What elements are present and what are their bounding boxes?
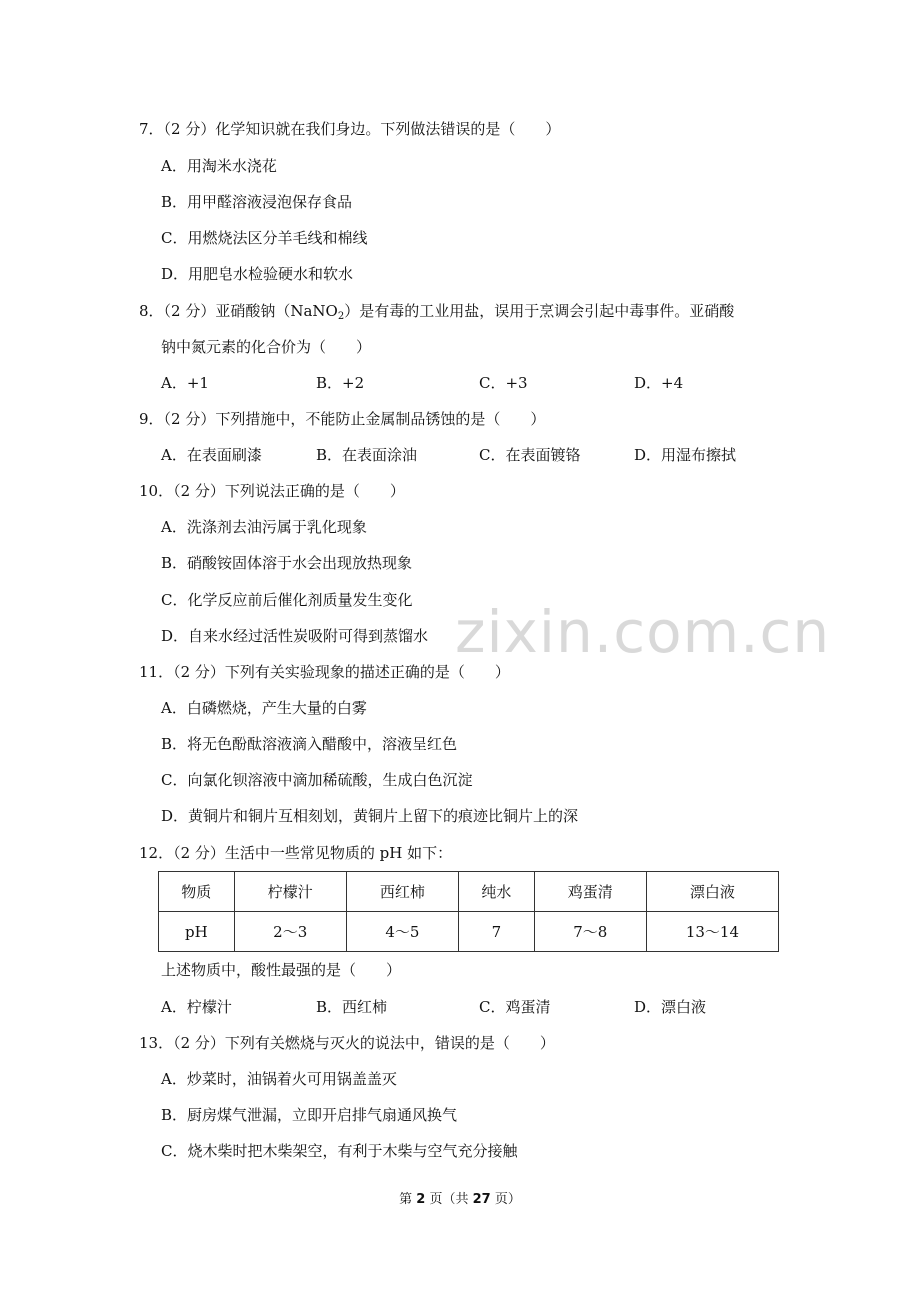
ph-table-header-row [159,872,779,912]
question-8-stem-part-1: 8．（2 分）亚硝酸钠（NaNO [139,302,338,320]
ph-table-cell: 7～8 [534,912,646,952]
watermark: zixin.com.cn [455,598,831,666]
page-footer [0,1188,920,1207]
question-12-stem-after: 上述物质中，酸性最强的是（ ） [161,961,402,979]
question-13-stem: 13．（2 分）下列有关燃烧与灭火的说法中，错误的是（ ） [139,1034,555,1052]
footer-page-number: 2 [416,1192,426,1207]
question-8-option-c: C．+3 [479,374,528,392]
ph-table-cell: 7 [459,912,535,952]
question-10-option-c: C．化学反应前后催化剂质量发生变化 [161,591,413,609]
question-13-option-c: C．烧木柴时把木柴架空，有利于木柴与空气充分接触 [161,1142,518,1160]
footer-prefix: 第 [399,1192,417,1207]
question-8-stem-part-2: ）是有毒的工业用盐，误用于烹调会引起中毒事件。亚硝酸 [344,302,735,320]
question-11-option-d: D．黄铜片和铜片互相刻划，黄铜片上留下的痕迹比铜片上的深 [161,807,579,825]
question-7-option-a: A．用淘米水浇花 [161,157,277,175]
question-7-option-d: D．用肥皂水检验硬水和软水 [161,265,354,283]
question-12-option-a: A．柠檬汁 [161,998,232,1016]
ph-table-cell: pH [159,912,235,952]
question-9-option-c: C．在表面镀铬 [479,446,581,464]
question-10-option-a: A．洗涤剂去油污属于乳化现象 [161,518,367,536]
ph-table [158,871,779,952]
ph-table-value-row [159,912,779,952]
ph-table-header-cell: 纯水 [459,872,535,912]
question-11-option-c: C．向氯化钡溶液中滴加稀硫酸，生成白色沉淀 [161,771,473,789]
ph-table-header-cell: 漂白液 [646,872,778,912]
ph-table-cell: 4～5 [346,912,458,952]
question-11-option-b: B．将无色酚酞溶液滴入醋酸中，溶液呈红色 [161,735,458,753]
question-10-option-d: D．自来水经过活性炭吸附可得到蒸馏水 [161,627,429,645]
question-8-subscript: 2 [337,311,345,322]
question-13-option-b: B．厨房煤气泄漏，立即开启排气扇通风换气 [161,1106,458,1124]
question-7-option-c: C．用燃烧法区分羊毛线和棉线 [161,229,368,247]
ph-table-header-cell: 鸡蛋清 [534,872,646,912]
question-8-option-d: D．+4 [634,374,684,392]
question-10-option-b: B．硝酸铵固体溶于水会出现放热现象 [161,554,413,572]
question-12-option-c: C．鸡蛋清 [479,998,551,1016]
footer-total-pages: 27 [472,1192,491,1207]
question-9-option-a: A．在表面刷漆 [161,446,262,464]
ph-table-header-cell: 西红柿 [346,872,458,912]
footer-suffix: 页） [490,1192,521,1207]
question-12-option-b: B．西红柿 [316,998,388,1016]
question-13-option-a: A．炒菜时，油锅着火可用锅盖盖灭 [161,1070,397,1088]
question-7-stem: 7．（2 分）化学知识就在我们身边。下列做法错误的是（ ） [139,120,561,138]
question-11-stem: 11．（2 分）下列有关实验现象的描述正确的是（ ） [139,663,510,681]
ph-table-cell: 2～3 [234,912,346,952]
question-9-option-d: D．用湿布擦拭 [634,446,737,464]
ph-table-header-cell: 柠檬汁 [234,872,346,912]
question-9-stem: 9．（2 分）下列措施中，不能防止金属制品锈蚀的是（ ） [139,410,546,428]
question-9-option-b: B．在表面涂油 [316,446,418,464]
footer-middle: 页（共 [425,1192,473,1207]
question-11-option-a: A．白磷燃烧，产生大量的白雾 [161,699,367,717]
question-12-stem: 12．（2 分）生活中一些常见物质的 pH 如下： [139,844,453,862]
question-8-stem [139,301,734,327]
question-8-option-a: A．+1 [161,374,209,392]
question-10-stem: 10．（2 分）下列说法正确的是（ ） [139,482,405,500]
question-8-option-b: B．+2 [316,374,365,392]
question-8-stem-continued: 钠中氮元素的化合价为（ ） [161,338,372,356]
ph-table-header-cell: 物质 [159,872,235,912]
question-12-option-d: D．漂白液 [634,998,707,1016]
ph-table-cell: 13～14 [646,912,778,952]
question-7-option-b: B．用甲醛溶液浸泡保存食品 [161,193,353,211]
